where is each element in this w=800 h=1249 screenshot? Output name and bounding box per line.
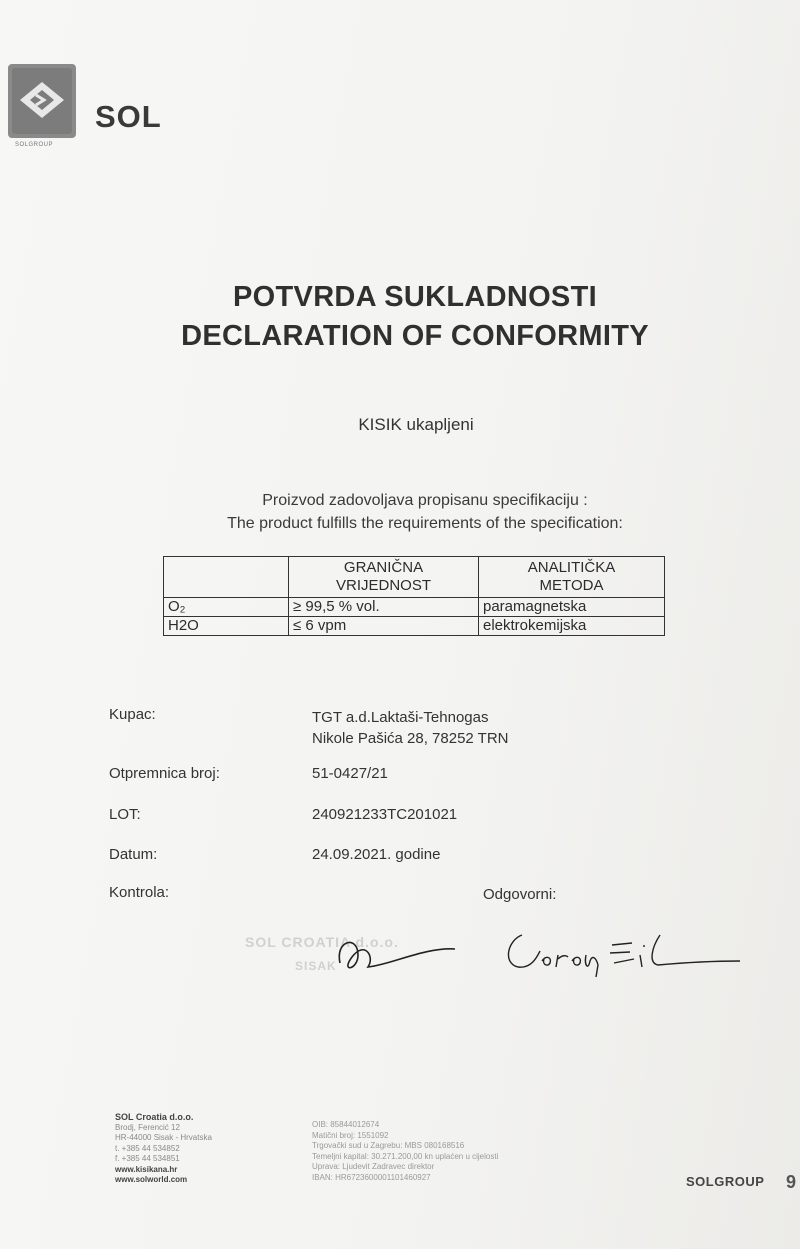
footer-legal-info	[312, 1120, 498, 1183]
lot-value: 240921233TC201021	[312, 806, 458, 823]
sol-logo-icon	[8, 64, 76, 138]
cell-method: elektrokemijska	[479, 617, 665, 636]
buyer-address: Nikole Pašića 28, 78252 TRN	[312, 730, 509, 747]
footer-fax: f. +385 44 534851	[115, 1154, 180, 1163]
cell-limit: ≤ 6 vpm	[289, 617, 479, 636]
date-value: 24.09.2021. godine	[312, 846, 441, 863]
footer-legal-line: IBAN: HR6723600001101460927	[312, 1172, 431, 1182]
footer-company-name: SOL Croatia d.o.o.	[115, 1112, 194, 1122]
buyer-name: TGT a.d.Laktaši-Tehnogas	[312, 709, 489, 726]
company-stamp	[245, 934, 399, 973]
header-cell-limit: GRANIČNA VRIJEDNOST	[289, 557, 479, 598]
footer-line: Brodj, Ferencić 12	[115, 1122, 180, 1132]
svg-text:SOL CROATIA d.o.o.: SOL CROATIA d.o.o.	[245, 934, 399, 950]
control-label: Kontrola:	[109, 884, 170, 901]
footer-company-info	[115, 1112, 212, 1186]
footer-legal-line: Uprava: Ljudevit Zadravec direktor	[312, 1162, 435, 1171]
footer-legal-line: Matični broj: 1551092	[312, 1130, 389, 1140]
lot-label: LOT:	[109, 806, 141, 823]
title-english: DECLARATION OF CONFORMITY	[181, 320, 649, 352]
cell-limit: ≥ 99,5 % vol.	[289, 598, 479, 617]
footer-phone: t. +385 44 534852	[115, 1143, 180, 1153]
footer-legal-line: OIB: 85844012674	[312, 1120, 380, 1129]
table-row	[164, 598, 665, 617]
table-row	[164, 617, 665, 636]
title-croatian: POTVRDA SUKLADNOSTI	[233, 281, 597, 313]
cell-parameter: O₂	[164, 598, 289, 617]
header-cell-blank	[164, 557, 289, 598]
buyer-label: Kupac:	[109, 706, 156, 723]
intro-croatian: Proizvod zadovoljava propisanu specifikaciju :	[262, 492, 588, 509]
specification-table	[163, 556, 665, 636]
responsible-label: Odgovorni:	[483, 886, 557, 903]
solgroup-brand: SOLGROUP	[686, 1174, 765, 1189]
logo-subtitle: SOLGROUP	[15, 142, 54, 148]
cell-method: paramagnetska	[479, 598, 665, 617]
table-header-row	[164, 557, 665, 598]
delivery-note-value: 51-0427/21	[312, 765, 388, 782]
cell-parameter: H2O	[164, 617, 289, 636]
header-cell-method: ANALITIČKA METODA	[479, 557, 665, 598]
footer-line: HR-44000 Sisak - Hrvatska	[115, 1133, 212, 1142]
date-label: Datum:	[109, 846, 158, 863]
footer-legal-line: Temeljni kapital: 30.271.200,00 kn uplaćen u cijelosti	[312, 1151, 499, 1161]
footer-legal-line: Trgovački sud u Zagrebu: MBS 080168516	[312, 1141, 465, 1150]
responsible-signature	[508, 935, 740, 977]
product-name: KISIK ukapljeni	[358, 415, 474, 434]
svg-text:SISAK: SISAK	[295, 959, 337, 973]
solgroup-mark: 9	[786, 1172, 797, 1192]
signature-stamp-area	[240, 915, 760, 985]
intro-english: The product fulfills the requirements of the specification:	[227, 515, 623, 532]
logo-wordmark: SOL	[95, 99, 162, 134]
delivery-note-label: Otpremnica broj:	[109, 765, 220, 782]
footer-website-2: www.solworld.com	[115, 1175, 188, 1184]
footer-website-1: www.kisikana.hr	[115, 1164, 178, 1174]
